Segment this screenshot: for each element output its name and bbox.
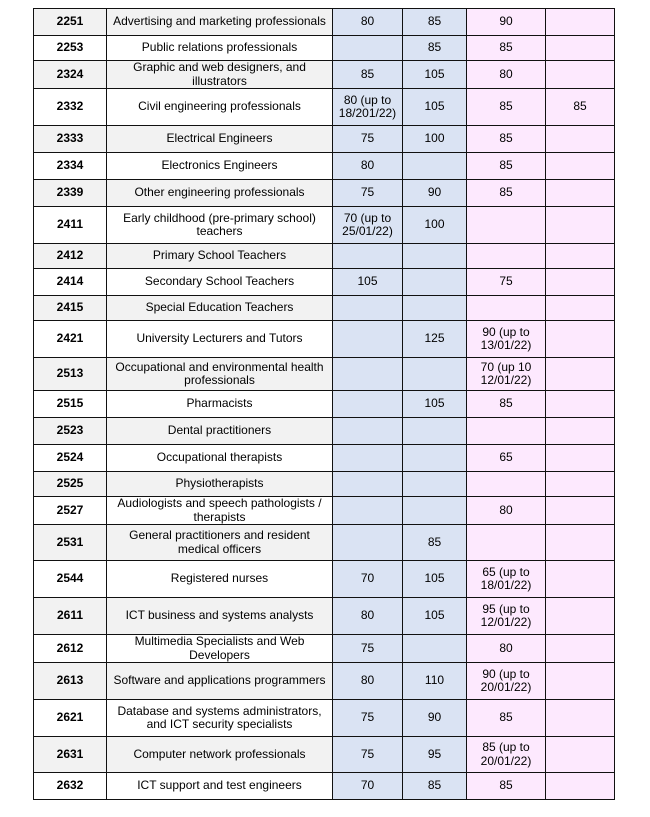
score-col-2: 125	[403, 321, 467, 358]
score-col-4	[546, 663, 615, 700]
table-row	[34, 391, 615, 418]
score-col-1	[333, 497, 403, 525]
occupation-name: Early childhood (pre-primary school) teachers	[107, 207, 333, 244]
score-col-3: 85	[467, 153, 546, 180]
score-col-3: 65	[467, 445, 546, 472]
occupation-code: 2523	[34, 418, 107, 445]
table-row	[34, 269, 615, 296]
score-col-3: 85	[467, 180, 546, 207]
score-col-3: 80	[467, 635, 546, 663]
score-col-1: 75	[333, 180, 403, 207]
score-col-3	[467, 296, 546, 321]
score-col-3: 90 (up to 20/01/22)	[467, 663, 546, 700]
score-col-2	[403, 418, 467, 445]
score-col-1: 70 (up to 25/01/22)	[333, 207, 403, 244]
score-col-4	[546, 244, 615, 269]
score-col-4	[546, 36, 615, 61]
occupation-name: Secondary School Teachers	[107, 269, 333, 296]
occupation-code: 2527	[34, 497, 107, 525]
score-col-4	[546, 126, 615, 153]
score-col-2	[403, 153, 467, 180]
score-col-3	[467, 207, 546, 244]
occupation-name: Software and applications programmers	[107, 663, 333, 700]
score-col-4	[546, 700, 615, 737]
occupation-name: Dental practitioners	[107, 418, 333, 445]
score-col-4	[546, 207, 615, 244]
occupation-code: 2631	[34, 737, 107, 773]
score-col-1	[333, 472, 403, 497]
table-row	[34, 9, 615, 36]
score-col-3: 90	[467, 9, 546, 36]
score-col-3: 80	[467, 497, 546, 525]
occupation-code: 2334	[34, 153, 107, 180]
score-col-4	[546, 737, 615, 773]
occupation-code: 2411	[34, 207, 107, 244]
score-col-1: 70	[333, 773, 403, 800]
occupation-name: Electronics Engineers	[107, 153, 333, 180]
score-col-3: 65 (up to 18/01/22)	[467, 561, 546, 598]
occupation-code: 2513	[34, 358, 107, 391]
score-col-1: 105	[333, 269, 403, 296]
occupation-name: University Lecturers and Tutors	[107, 321, 333, 358]
table-row	[34, 635, 615, 663]
score-col-4	[546, 296, 615, 321]
score-col-3: 80	[467, 61, 546, 89]
table-row	[34, 296, 615, 321]
score-col-4	[546, 180, 615, 207]
score-col-3: 85	[467, 89, 546, 126]
occupation-code: 2414	[34, 269, 107, 296]
occupation-name: Multimedia Specialists and Web Developers	[107, 635, 333, 663]
score-col-4	[546, 153, 615, 180]
occupation-name: Occupational and environmental health professionals	[107, 358, 333, 391]
score-col-4	[546, 61, 615, 89]
score-col-1	[333, 445, 403, 472]
score-col-4	[546, 497, 615, 525]
occupation-table-body	[34, 9, 615, 800]
occupation-name: Civil engineering professionals	[107, 89, 333, 126]
score-col-1: 80	[333, 663, 403, 700]
score-col-2: 90	[403, 700, 467, 737]
occupation-code: 2544	[34, 561, 107, 598]
score-col-4	[546, 598, 615, 635]
score-col-4	[546, 445, 615, 472]
occupation-code: 2253	[34, 36, 107, 61]
score-col-1	[333, 525, 403, 561]
score-col-1	[333, 36, 403, 61]
table-row	[34, 737, 615, 773]
score-col-3: 85	[467, 36, 546, 61]
table-row	[34, 61, 615, 89]
occupation-code: 2515	[34, 391, 107, 418]
score-col-4	[546, 525, 615, 561]
table-row	[34, 358, 615, 391]
score-col-1	[333, 296, 403, 321]
score-col-1	[333, 358, 403, 391]
occupation-name: Physiotherapists	[107, 472, 333, 497]
occupation-name: Public relations professionals	[107, 36, 333, 61]
score-col-1: 80	[333, 153, 403, 180]
score-col-2: 85	[403, 36, 467, 61]
score-col-4	[546, 561, 615, 598]
occupation-name: Special Education Teachers	[107, 296, 333, 321]
score-col-3: 85 (up to 20/01/22)	[467, 737, 546, 773]
score-col-2: 105	[403, 89, 467, 126]
score-col-2: 100	[403, 207, 467, 244]
table-row	[34, 244, 615, 269]
score-col-2	[403, 635, 467, 663]
score-col-1: 75	[333, 635, 403, 663]
score-col-3	[467, 525, 546, 561]
occupation-code: 2333	[34, 126, 107, 153]
occupation-name: ICT business and systems analysts	[107, 598, 333, 635]
score-col-3: 85	[467, 773, 546, 800]
score-col-4: 85	[546, 89, 615, 126]
score-col-4	[546, 321, 615, 358]
occupation-code: 2611	[34, 598, 107, 635]
score-col-2: 85	[403, 773, 467, 800]
score-col-2: 100	[403, 126, 467, 153]
table-row	[34, 36, 615, 61]
score-col-2: 105	[403, 598, 467, 635]
score-col-2: 85	[403, 9, 467, 36]
occupation-name: General practitioners and resident medical officers	[107, 525, 333, 561]
occupation-code: 2324	[34, 61, 107, 89]
occupation-name: ICT support and test engineers	[107, 773, 333, 800]
score-col-1	[333, 244, 403, 269]
occupation-name: Other engineering professionals	[107, 180, 333, 207]
table-row	[34, 700, 615, 737]
score-col-4	[546, 418, 615, 445]
occupation-name: Database and systems administrators, and ICT security specialists	[107, 700, 333, 737]
score-col-3: 95 (up to 12/01/22)	[467, 598, 546, 635]
table-row	[34, 598, 615, 635]
occupation-name: Pharmacists	[107, 391, 333, 418]
score-col-3: 75	[467, 269, 546, 296]
occupation-name: Registered nurses	[107, 561, 333, 598]
table-row	[34, 525, 615, 561]
table-row	[34, 89, 615, 126]
score-col-2: 85	[403, 525, 467, 561]
score-col-4	[546, 358, 615, 391]
score-col-3: 85	[467, 700, 546, 737]
table-row	[34, 180, 615, 207]
score-col-2	[403, 269, 467, 296]
score-col-2: 110	[403, 663, 467, 700]
score-col-2	[403, 472, 467, 497]
score-col-3: 70 (up 10 12/01/22)	[467, 358, 546, 391]
score-col-3	[467, 418, 546, 445]
score-col-1: 70	[333, 561, 403, 598]
table-row	[34, 418, 615, 445]
score-col-4	[546, 269, 615, 296]
score-col-2: 90	[403, 180, 467, 207]
table-row	[34, 321, 615, 358]
occupation-code: 2531	[34, 525, 107, 561]
score-col-4	[546, 9, 615, 36]
occupation-name: Primary School Teachers	[107, 244, 333, 269]
occupation-code: 2612	[34, 635, 107, 663]
table-row	[34, 773, 615, 800]
score-col-1	[333, 418, 403, 445]
occupation-name: Computer network professionals	[107, 737, 333, 773]
table-row	[34, 472, 615, 497]
occupation-code: 2524	[34, 445, 107, 472]
score-col-2	[403, 296, 467, 321]
score-col-2: 95	[403, 737, 467, 773]
table-row	[34, 663, 615, 700]
score-col-1	[333, 391, 403, 418]
score-col-1: 80 (up to 18/201/22)	[333, 89, 403, 126]
occupation-name: Advertising and marketing professionals	[107, 9, 333, 36]
score-col-4	[546, 773, 615, 800]
occupation-code: 2621	[34, 700, 107, 737]
score-col-1: 75	[333, 700, 403, 737]
score-col-2: 105	[403, 561, 467, 598]
table-row	[34, 445, 615, 472]
score-col-1: 85	[333, 61, 403, 89]
score-col-3	[467, 472, 546, 497]
occupation-code: 2632	[34, 773, 107, 800]
score-col-2: 105	[403, 61, 467, 89]
occupation-code: 2339	[34, 180, 107, 207]
occupation-code: 2332	[34, 89, 107, 126]
occupation-code: 2415	[34, 296, 107, 321]
occupation-name: Audiologists and speech pathologists / therapists	[107, 497, 333, 525]
score-col-2	[403, 497, 467, 525]
score-col-1: 75	[333, 126, 403, 153]
occupation-code: 2412	[34, 244, 107, 269]
score-col-2	[403, 445, 467, 472]
score-col-4	[546, 472, 615, 497]
score-col-3: 85	[467, 126, 546, 153]
score-col-4	[546, 635, 615, 663]
occupation-table	[33, 8, 615, 800]
score-col-1: 80	[333, 9, 403, 36]
score-col-3: 85	[467, 391, 546, 418]
score-col-4	[546, 391, 615, 418]
score-col-1	[333, 321, 403, 358]
score-col-1: 80	[333, 598, 403, 635]
occupation-code: 2613	[34, 663, 107, 700]
occupation-name: Electrical Engineers	[107, 126, 333, 153]
occupation-name: Occupational therapists	[107, 445, 333, 472]
occupation-name: Graphic and web designers, and illustrators	[107, 61, 333, 89]
table-row	[34, 126, 615, 153]
occupation-code: 2421	[34, 321, 107, 358]
occupation-code: 2251	[34, 9, 107, 36]
table-row	[34, 207, 615, 244]
score-col-3	[467, 244, 546, 269]
score-col-1: 75	[333, 737, 403, 773]
score-col-2: 105	[403, 391, 467, 418]
occupation-code: 2525	[34, 472, 107, 497]
table-row	[34, 561, 615, 598]
score-col-2	[403, 358, 467, 391]
table-row	[34, 497, 615, 525]
score-col-2	[403, 244, 467, 269]
score-col-3: 90 (up to 13/01/22)	[467, 321, 546, 358]
table-row	[34, 153, 615, 180]
